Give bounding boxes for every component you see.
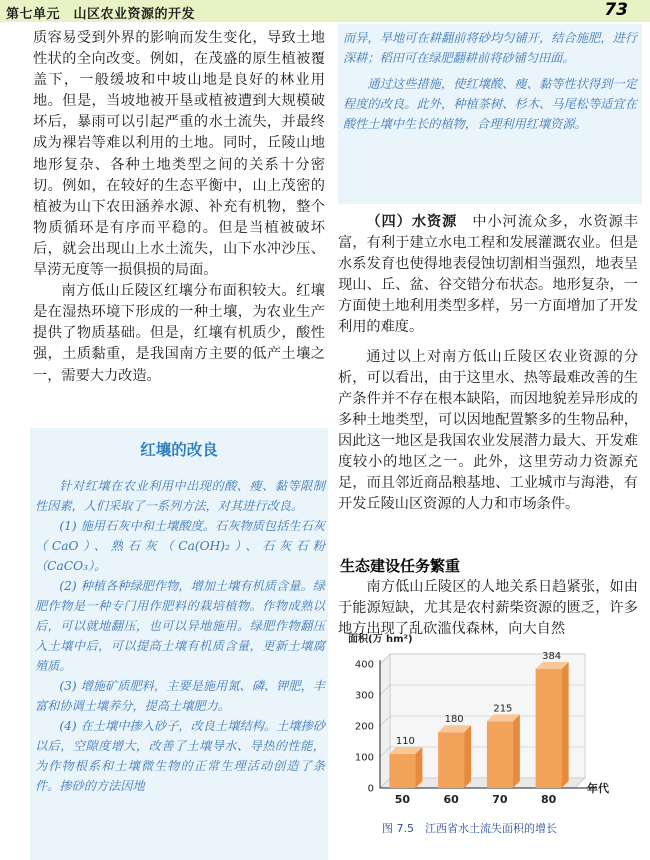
figure-caption: 图 7.5 江西省水土流失面积的增长: [382, 822, 557, 835]
x-tick-label: 60: [443, 793, 459, 806]
water-resource-label: （四）水资源: [366, 214, 458, 230]
y-tick-label: 400: [354, 659, 374, 671]
bar-side: [513, 714, 520, 788]
eco-paragraph: 南方低山丘陵区的人地关系日趋紧张，如由于能源短缺，尤其是农村薪柴资源的匮乏，许多地方出现了乱砍滥伐森林，向大自然: [338, 579, 638, 638]
bar-value-label: 384: [542, 650, 562, 662]
sidebar-box-left: [30, 428, 328, 860]
x-tick-label: 70: [492, 793, 508, 806]
left-paragraph-2: 南方低山丘陵区红壤分布面积较大。红壤是在湿热环境下形成的一种土壤，为农业生产提供了物质基础。但是，红壤有机质少，酸性强，土质黏重，是我国南方主要的低产土壤之一，需要大力改造。: [33, 283, 325, 384]
bar-side: [415, 747, 422, 788]
sidebar-item-1: (1) 施用石灰中和土壤酸度。石灰物质包括生石灰（CaO）、熟石灰（Ca(OH)₂）、石灰石粉（CaCO₃）。: [35, 519, 325, 573]
y-tick-label: 0: [367, 783, 374, 795]
page-number: 73: [604, 0, 628, 20]
sidebar-continuation-1: 而异，旱地可在耕翻前将砂均匀铺开，结合施肥，进行深耕；稻田可在绿肥翻耕前将砂铺匀田面。: [343, 31, 637, 65]
sidebar-item-2: (2) 种植各种绿肥作物，增加土壤有机质含量。绿肥作物是一种专门用作肥料的栽培植物。作物成熟以后，可以就地翻压，也可以异地施用。绿肥作物翻压入土壤中后，可以提高土壤有机质含量，更新土壤腐殖质。: [35, 579, 325, 673]
bar: [487, 721, 513, 788]
x-tick-label: 50: [394, 793, 411, 806]
bar-side: [562, 662, 569, 788]
sidebar-title: 红壤的改良: [140, 441, 218, 459]
eco-heading: 生态建设任务繁重: [340, 557, 461, 575]
x-tick-label: 80: [540, 793, 557, 806]
y-tick-label: 300: [354, 690, 374, 702]
x-axis-label: 年代: [587, 782, 609, 795]
bar: [438, 732, 464, 788]
unit-title: 第七单元 山区农业资源的开发: [6, 7, 196, 22]
y-tick-label: 100: [354, 752, 374, 764]
bar-value-label: 215: [493, 703, 513, 715]
water-resource-paragraph: [338, 212, 638, 339]
left-paragraph-1: 质容易受到外界的影响而发生变化，导致土地性状的全向改变。例如，在茂盛的原生植被覆盖下，一般缓坡和中坡山地是良好的林业用地。但是，当坡地被开垦或植被遭到大规模破坏后，暴雨可以引起严重的水土流失，并最终成为裸岩等难以利用的土地。同时，丘陵山地地形复杂、各种土地类型之间的关系十分密切。例如，在较好的生态平衡中，山上茂密的植被为山下农田涵养水源、补充有机物，整个物质循环是有序而平稳的。但是当植被破坏后，就会出现山上水土流失，山下水冲沙压、旱涝无度等一损俱损的局面。: [33, 30, 325, 279]
y-axis-label: 面积(万 hm²): [348, 634, 413, 645]
bar-value-label: 110: [395, 735, 415, 747]
left-column: [33, 28, 325, 387]
water-resource-text: 中小河流众多，水资源丰富，有利于建立水电工程和发展灌溉农业。但是水系发育也使得地表侵蚀切割相当强烈，地表呈现山、丘、盆、谷交错分布状态。地形复杂，一方面使土地利用类型多样，另一方面增加了开发利用的难度。: [338, 214, 638, 336]
y-tick-label: 200: [354, 721, 374, 733]
sidebar-intro: 针对红壤在农业利用中出现的酸、瘦、黏等限制性因素，人们采取了一系列方法，对其进行改良。: [35, 479, 325, 513]
right-column: [338, 212, 638, 515]
bar-side: [464, 725, 471, 788]
sidebar-box-right: [338, 24, 642, 204]
bar-value-label: 180: [444, 714, 464, 726]
bar: [389, 754, 415, 788]
sidebar-item-3: (3) 增施矿质肥料，主要是施用氮、磷、钾肥，丰富和协调土壤养分，提高土壤肥力。: [35, 679, 325, 713]
page-header: [0, 0, 650, 22]
sidebar-item-4: (4) 在土壤中掺入砂子，改良土壤结构。土壤掺砂以后，空隙度增大，改善了土壤导水、导热的性能，为作物根系和土壤微生物的正常生理活动创造了条件。掺砂的方法因地: [35, 719, 325, 793]
bar: [536, 669, 562, 788]
sidebar-continuation-2: 通过这些措施，使红壤酸、瘦、黏等性状得到一定程度的改良。此外，种植茶树、杉木、马尾松等适宜在酸性土壤中生长的植物，合理利用红壤资源。: [343, 77, 637, 131]
summary-paragraph: 通过以上对南方低山丘陵区农业资源的分析，可以看出，由于这里水、热等最难改善的生产条件并不存在根本缺陷，而因地貌差异形成的多种土地类型，可以因地配置繁多的生物品种，因此这一地区是我国农业发展潜力最大、开发难度较小的地区之一。此外，这里劳动力资源充足，而且邻近商品粮基地、工业城市与海港，有开发丘陵山区资源的人力和市场条件。: [338, 348, 638, 513]
